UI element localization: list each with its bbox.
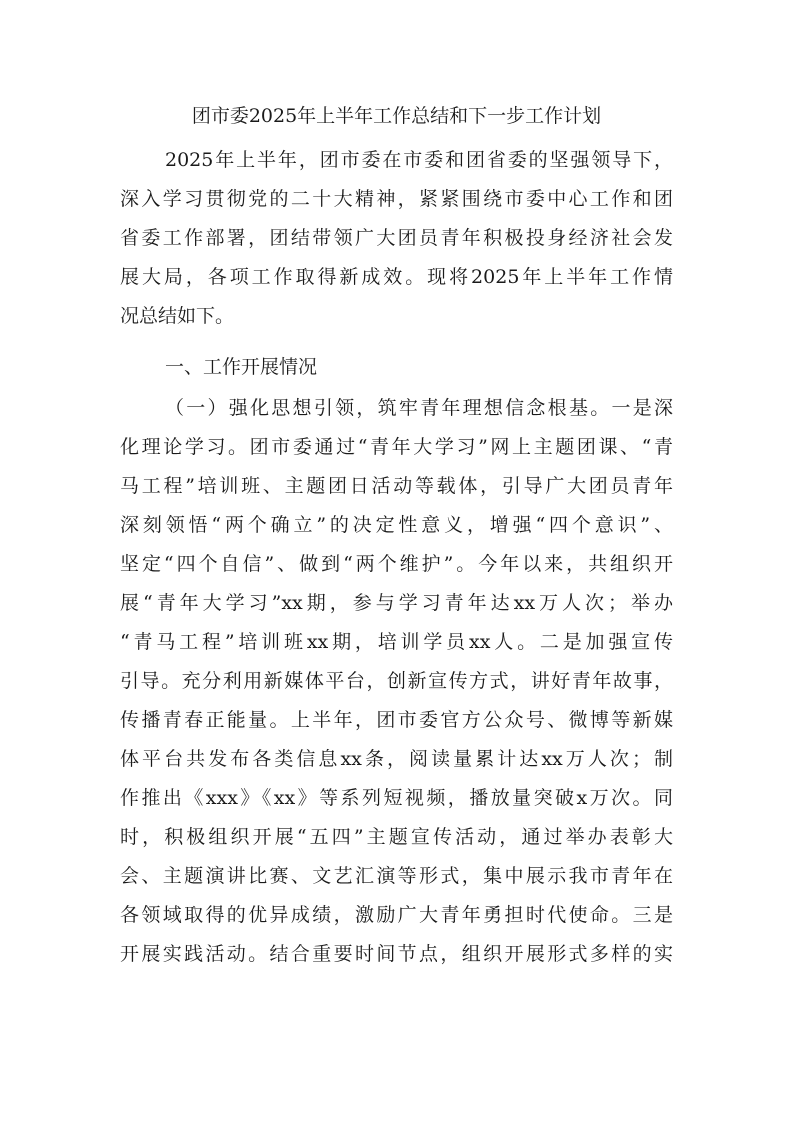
paragraph-line: 坚定“四个自信”、做到“两个维护”。今年以来，共组织开 — [120, 553, 673, 575]
paragraph-line: 况总结如下。 — [120, 305, 235, 327]
paragraph-line: 省委工作部署，团结带领广大团员青年积极投身经济社会发 — [120, 227, 673, 249]
paragraph-line: 传播青春正能量。上半年，团市委官方公众号、微博等新媒 — [120, 709, 673, 731]
paragraph-line: 各领域取得的优异成绩，激励广大青年勇担时代使命。三是 — [120, 904, 673, 926]
paragraph-line: 深入学习贯彻党的二十大精神，紧紧围绕市委中心工作和团 — [120, 188, 673, 210]
document-title: 团市委2025年上半年工作总结和下一步工作计划 — [191, 105, 602, 127]
paragraph-line: 深刻领悟“两个确立”的决定性意义，增强“四个意识”、 — [120, 514, 673, 536]
paragraph-line: 会、主题演讲比赛、文艺汇演等形式，集中展示我市青年在 — [120, 865, 673, 887]
paragraph-line: 引导。充分利用新媒体平台，创新宣传方式，讲好青年故事， — [120, 670, 673, 692]
paragraph-line: 化理论学习。团市委通过“青年大学习”网上主题团课、“青 — [120, 436, 673, 458]
paragraph-line: （一）强化思想引领，筑牢青年理想信念根基。一是深 — [165, 397, 673, 419]
paragraph-line: 展大局，各项工作取得新成效。现将2025年上半年工作情 — [120, 266, 673, 288]
section-heading: 一、工作开展情况 — [165, 356, 318, 378]
paragraph-line: 展“青年大学习”xx期，参与学习青年达xx万人次；举办 — [120, 592, 673, 614]
paragraph-line: “青马工程”培训班xx期，培训学员xx人。二是加强宣传 — [120, 631, 673, 653]
paragraph-line: 马工程”培训班、主题团日活动等载体，引导广大团员青年 — [120, 475, 673, 497]
paragraph-line: 2025年上半年，团市委在市委和团省委的坚强领导下， — [165, 149, 673, 171]
paragraph-line: 作推出《xxx》《xx》等系列短视频，播放量突破x万次。同 — [120, 787, 673, 809]
paragraph-line: 时，积极组织开展“五四”主题宣传活动，通过举办表彰大 — [120, 826, 673, 848]
paragraph-line: 开展实践活动。结合重要时间节点，组织开展形式多样的实 — [120, 943, 673, 965]
paragraph-line: 体平台共发布各类信息xx条，阅读量累计达xx万人次；制 — [120, 748, 673, 770]
